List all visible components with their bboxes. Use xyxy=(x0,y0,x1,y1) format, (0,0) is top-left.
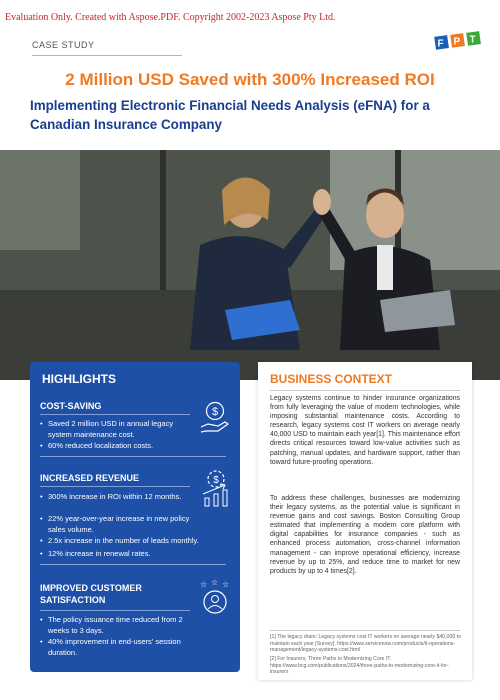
svg-text:F: F xyxy=(437,38,444,50)
section-title-increased-revenue: INCREASED REVENUE xyxy=(40,473,140,483)
list-item: • 2.5x increase in the number of leads monthly. xyxy=(40,535,238,546)
list-item: • 60% reduced localization costs. xyxy=(40,440,198,451)
revenue-growth-icon xyxy=(198,468,234,508)
dollar-hand-icon xyxy=(198,400,232,436)
svg-text:$: $ xyxy=(211,406,219,418)
list-item: • Saved 2 million USD in annual legacy system maintenance cost. xyxy=(40,418,188,440)
svg-text:$: $ xyxy=(213,475,219,486)
svg-text:☆: ☆ xyxy=(222,580,230,589)
business-context-card xyxy=(258,362,472,680)
business-context-divider xyxy=(270,390,460,391)
hero-photo xyxy=(0,150,500,380)
section-divider xyxy=(40,610,190,611)
business-context-paragraph-2: To address these challenges, businesses are modernizing their legacy systems, as the potential value is significant in revenue gains and cost savings. Boston Consulting Group estimated that implementing a modern core platform with digital capabilities for insurance companies - such as enhanced process automation, cross-channel information management - can improve operational efficiency, increase revenue by up to 25%, and reduce time to market for new products by up to 4 times[2]. xyxy=(270,495,460,575)
list-item: • 22% year-over-year increase in new policy sales volume. xyxy=(40,513,198,535)
highlights-panel xyxy=(30,362,240,672)
case-study-divider xyxy=(32,55,182,56)
footnote-2: [2] For Insurers, Three Paths to Modernizing Core IT. https://www.bcg.com/publications/2024/three-paths-to-modernizing-core-it-for-insurers xyxy=(270,656,449,676)
section-divider xyxy=(40,414,190,415)
svg-text:T: T xyxy=(469,34,476,46)
case-study-label: CASE STUDY xyxy=(32,40,95,50)
star-rating-customer-icon xyxy=(196,578,234,616)
svg-text:☆: ☆ xyxy=(211,578,219,587)
fpt-logo xyxy=(434,28,482,50)
footnote-1: [1] The legacy drain: Legacy systems cost IT workers on average nearly $40,000 to maintain each year [Survey]. https://www.servicenow.com/products/it-operations-management/legacy-systems-cost.html xyxy=(270,634,461,654)
footnote-divider xyxy=(270,630,460,631)
section-divider xyxy=(40,456,226,457)
svg-text:☆: ☆ xyxy=(200,580,208,589)
svg-text:P: P xyxy=(453,36,461,48)
section-title-customer-satisfaction: IMPROVED CUSTOMER SATISFACTION xyxy=(40,583,142,605)
business-context-paragraph-1: Legacy systems continue to hinder insurance organizations from fully leveraging the value of modern technologies, while imposing substantial maintenance costs. According to research, legacy systems cost IT workers on average nearly 40,000 USD to maintain each year[1]. This maintenance effort directs critical resources toward low-value activities such as patching, manual updates, and hardware support, rather than toward future-proofing operations. xyxy=(270,395,460,466)
list-item: • The policy issuance time reduced from 2 weeks to 3 days. xyxy=(40,614,188,636)
business-context-title: BUSINESS CONTEXT xyxy=(270,372,393,386)
page-subtitle: Implementing Electronic Financial Needs Analysis (eFNA) for a Canadian Insurance Company xyxy=(30,98,430,132)
section-divider xyxy=(40,564,226,565)
list-item: • 300% increase in ROI within 12 months. xyxy=(40,491,198,502)
section-title-cost-saving: COST-SAVING xyxy=(40,401,102,411)
page-title: 2 Million USD Saved with 300% Increased ROI xyxy=(65,70,435,89)
highlights-title: HIGHLIGHTS xyxy=(42,372,116,386)
list-item: • 12% increase in renewal rates. xyxy=(40,548,238,559)
list-item: • 40% improvement in end-users' session duration. xyxy=(40,636,208,658)
evaluation-watermark: Evaluation Only. Created with Aspose.PDF. Copyright 2002-2023 Aspose Pty Ltd. xyxy=(5,12,336,23)
section-divider xyxy=(40,486,190,487)
